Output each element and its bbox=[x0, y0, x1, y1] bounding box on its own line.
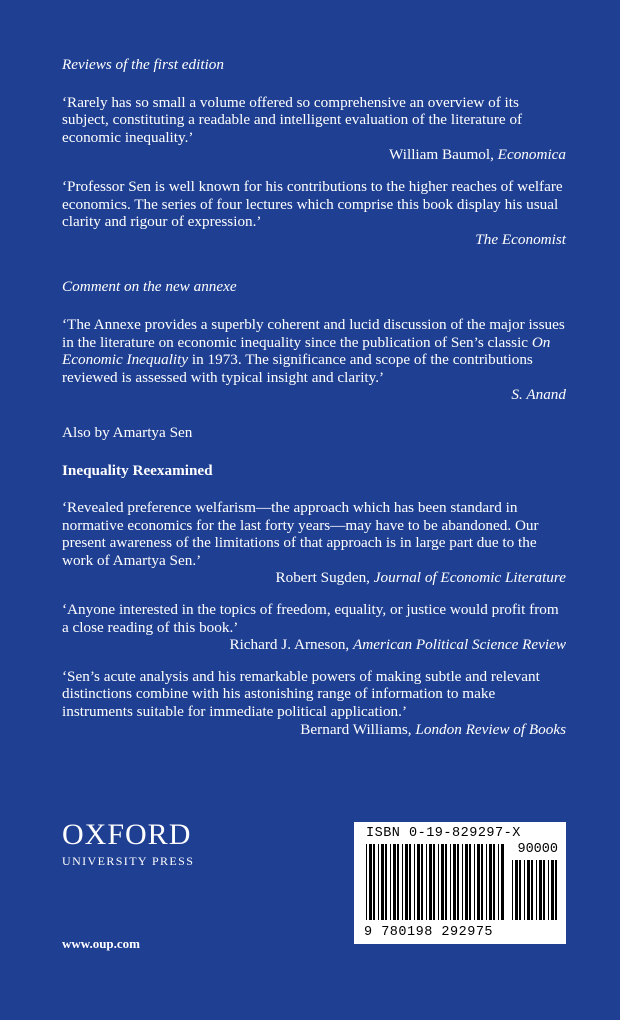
review-arneson bbox=[62, 601, 566, 654]
publisher-website: www.oup.com bbox=[62, 936, 141, 951]
barcode bbox=[354, 822, 566, 944]
review-source: American Political Science Review bbox=[353, 636, 566, 654]
review-source: Economica bbox=[497, 146, 566, 164]
review-text: ‘Professor Sen is well known for his contributions to the higher reaches of welfare economics. The series of four lectures which comprise this book display his usual clarity and rigour of expression.’ bbox=[62, 177, 563, 231]
review-text: ‘Revealed preference welfarism—the approach which has been standard in normative economics for the last forty years—may have to be abandoned. Our present awareness of the limitations of that approach is in large part due to the work of Amartya Sen.’ bbox=[62, 499, 539, 569]
annexe-heading: Comment on the new annexe bbox=[62, 278, 237, 296]
review-author: Richard J. Arneson, bbox=[229, 636, 354, 654]
publisher-logo bbox=[62, 820, 222, 869]
other-book-title: Inequality Reexamined bbox=[62, 461, 213, 479]
also-by-label: Also by Amartya Sen bbox=[62, 423, 193, 441]
ean-number: 9 780198 292975 bbox=[364, 925, 494, 940]
review-text: ‘Sen’s acute analysis and his remarkable powers of making subtle and relevant distinctions combine with his astonishing range of information to make instruments suitable for immediate political application.’ bbox=[62, 667, 540, 721]
review-source: The Economist bbox=[475, 230, 566, 248]
review-anand bbox=[62, 316, 566, 404]
review-sugden bbox=[62, 499, 566, 587]
review-attribution bbox=[62, 569, 566, 587]
review-source: London Review of Books bbox=[415, 720, 566, 738]
review-text: ‘Rarely has so small a volume offered so comprehensive an overview of its subject, constituting a readable and intelligent evaluation of the literature of economic inequality.’ bbox=[62, 93, 523, 146]
review-text bbox=[62, 316, 566, 386]
review-source: S. Anand bbox=[511, 386, 566, 404]
quote-part: ‘The Annexe provides a superbly coherent and lucid discussion of the major issues in the literature on economic inequality since the publication of Sen’s classic bbox=[62, 315, 565, 351]
review-attribution bbox=[62, 231, 566, 249]
review-baumol bbox=[62, 94, 566, 164]
review-economist bbox=[62, 178, 566, 248]
publisher-sub: UNIVERSITY PRESS bbox=[62, 854, 195, 868]
publisher-name: OXFORD bbox=[62, 818, 192, 851]
blurb-section bbox=[62, 56, 566, 752]
quote-part: in 1973. The significance and scope of the contributions reviewed is assessed with typical insight and clarity.’ bbox=[62, 351, 533, 386]
price-code: 90000 bbox=[517, 842, 558, 857]
review-attribution bbox=[62, 386, 566, 404]
review-williams bbox=[62, 668, 566, 738]
review-source: Journal of Economic Literature bbox=[373, 569, 566, 587]
isbn-number: ISBN 0-19-829297-X bbox=[366, 826, 521, 841]
review-text: ‘Anyone interested in the topics of freedom, equality, or justice would profit from a close reading of this book.’ bbox=[62, 601, 559, 636]
review-attribution bbox=[62, 146, 566, 164]
review-attribution bbox=[62, 721, 566, 739]
review-attribution bbox=[62, 636, 566, 654]
review-author: William Baumol, bbox=[389, 146, 498, 164]
review-author: Bernard Williams, bbox=[300, 720, 416, 738]
book-title-inline: On Economic Inequality bbox=[62, 333, 551, 369]
reviews-heading: Reviews of the first edition bbox=[62, 56, 224, 73]
review-author: Robert Sugden, bbox=[275, 569, 374, 587]
